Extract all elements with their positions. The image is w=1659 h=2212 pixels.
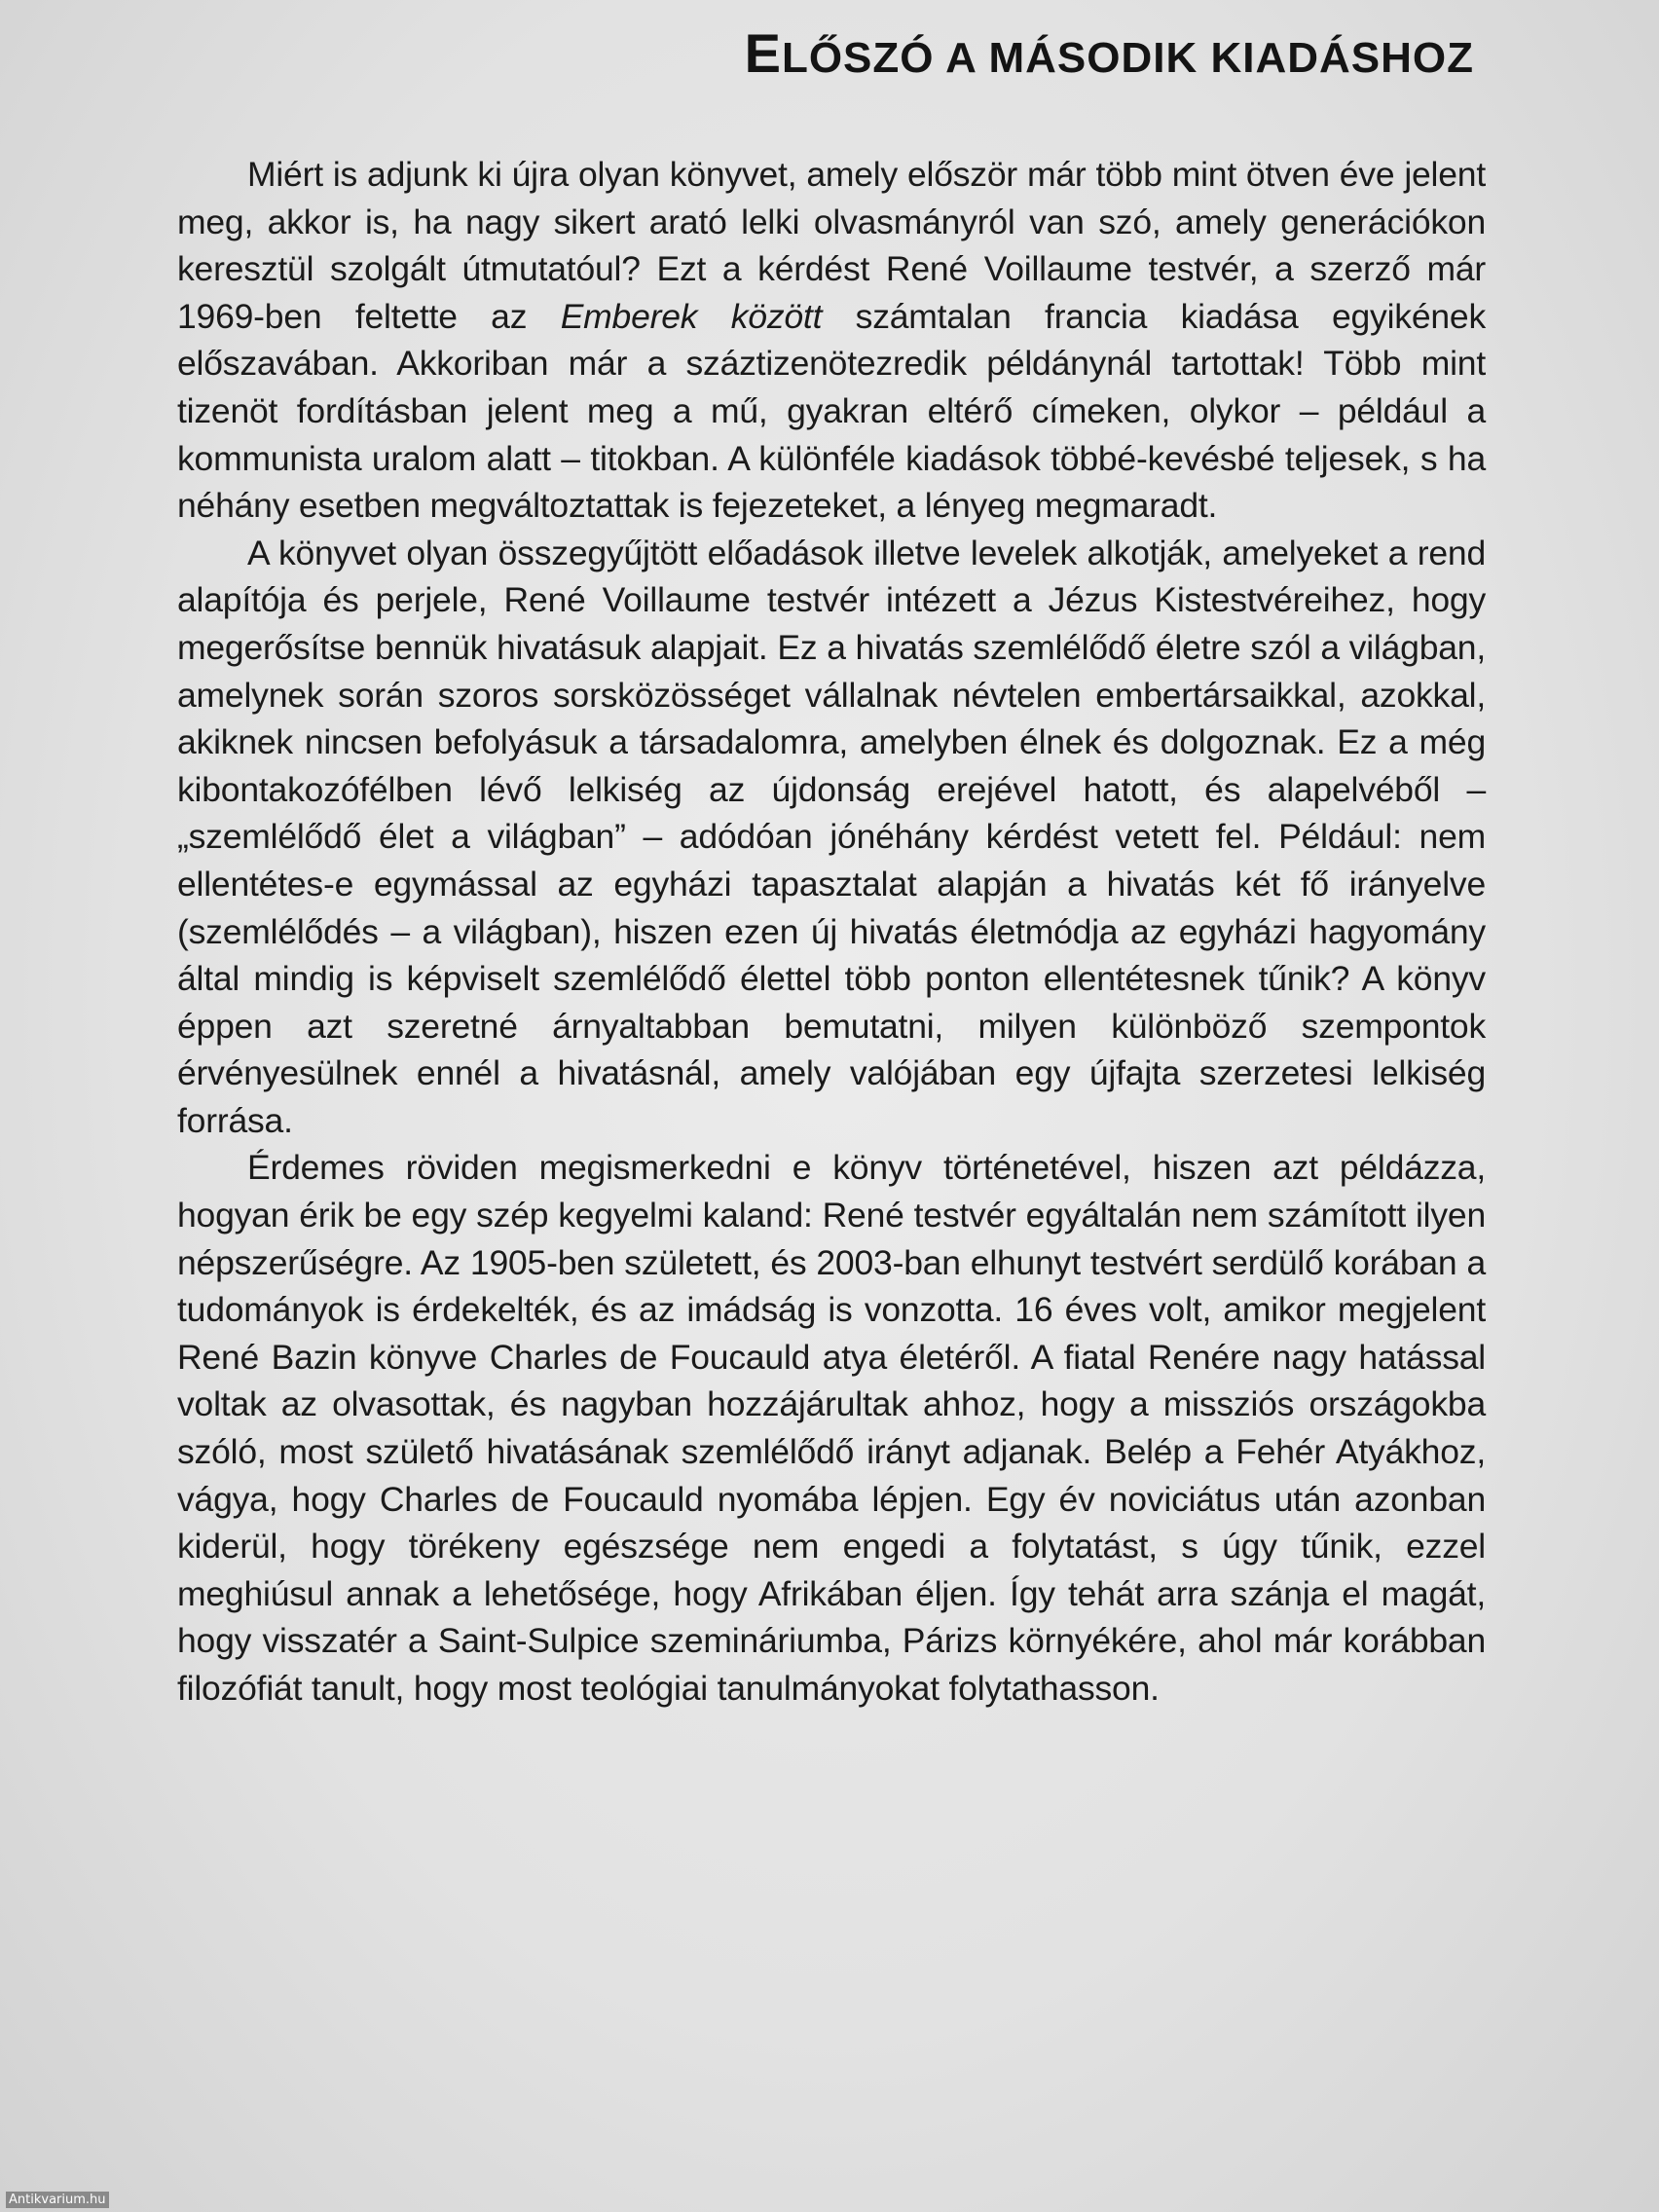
paragraph-1-before: Miért is adjunk ki újra olyan könyvet, amely először már több mint ötven éve jelent meg, akkor is, ha nagy sikert arató lelki olvasmányról van szó, amely generációkon keresztül szolgált útmutatóul? Ezt a kérdést René Voillaume testvér, a szerző már 1969-ben feltette az — [177, 155, 1486, 336]
paragraph-2: A könyvet olyan összegyűjtött előadások illetve levelek alkotják, amelyeket a rend alapítója és perjele, René Voillaume testvér intézett a Jézus Kistestvéreihez, hogy megerősítse bennük hivatásuk alapjait. Ez a hivatás szemlélődő életre szól a világban, amelynek során szoros sorsközösséget vállalnak névtelen embertársaikkal, azokkal, akiknek nincsen befolyásuk a társadalomra, amelyben élnek és dolgoznak. Ez a még kibontakozófélben lévő lelkiség az újdonság erejével hatott, és alapelvéből – „szemlélődő élet a világban” – adódóan jónéhány kérdést vetett fel. Például: nem ellentétes-e egymással az egyházi tapasztalat alapján a hivatás két fő irányelve (szemlélődés – a világban), hiszen ezen új hivatás életmódja az egyházi hagyomány által mindig is képviselt szemlélődő élettel több ponton ellentétesnek tűnik? A könyv éppen azt szeretné árnyaltabban bemutatni, milyen különböző szempontok érvényesülnek ennél a hivatásnál, amely valójában egy újfajta szerzetesi lelkiség forrása. — [177, 533, 1486, 1140]
paragraph-1 — [177, 151, 1486, 530]
page-title — [745, 21, 1474, 85]
paragraph-3: Érdemes röviden megismerkedni e könyv történetével, hiszen azt példázza, hogyan érik be egy szép kegyelmi kaland: René testvér egyáltalán nem számított ilyen népszerűségre. Az 1905-ben született, és 2003-ban elhunyt testvért serdülő korában a tudományok is érdekelték, és az imádság is vonzotta. 16 éves volt, amikor megjelent René Bazin könyve Charles de Foucauld atya életéről. A fiatal Renére nagy hatással voltak az olvasottak, és nagyban hozzájárultak ahhoz, hogy a missziós országokba szóló, most születő hivatásának szemlélődő irányt adjanak. Belép a Fehér Atyákhoz, vágya, hogy Charles de Foucauld nyomába lépjen. Egy év noviciátus után azonban kiderül, hogy törékeny egészsége nem engedi a folytatást, s úgy tűnik, ezzel meghiúsul annak a lehetősége, hogy Afrikában éljen. Így tehát arra szánja el magát, hogy visszatér a Saint-Sulpice szemináriumba, Párizs környékére, ahol már korábban filozófiát tanult, hogy most teológiai tanulmányokat folytathasson. — [177, 1148, 1486, 1708]
body-text — [177, 151, 1486, 1713]
book-title-italic: Emberek között — [560, 296, 823, 336]
title-initial: E — [744, 22, 782, 84]
watermark: Antikvarium.hu — [6, 2192, 109, 2208]
paragraph-1-after: számtalan francia kiadása egyikének előszavában. Akkoriban már a száztizenötezredik példánynál tartottak! Több mint tizenöt fordításban jelent meg a mű, gyakran eltérő címeken, olykor – például a kommunista uralom alatt – titokban. A különféle kiadások többé-kevésbé teljesek, s ha néhány esetben megváltoztattak is fejezeteket, a lényeg megmaradt. — [177, 296, 1486, 526]
title-rest: LŐSZÓ A MÁSODIK KIADÁSHOZ — [781, 34, 1474, 82]
